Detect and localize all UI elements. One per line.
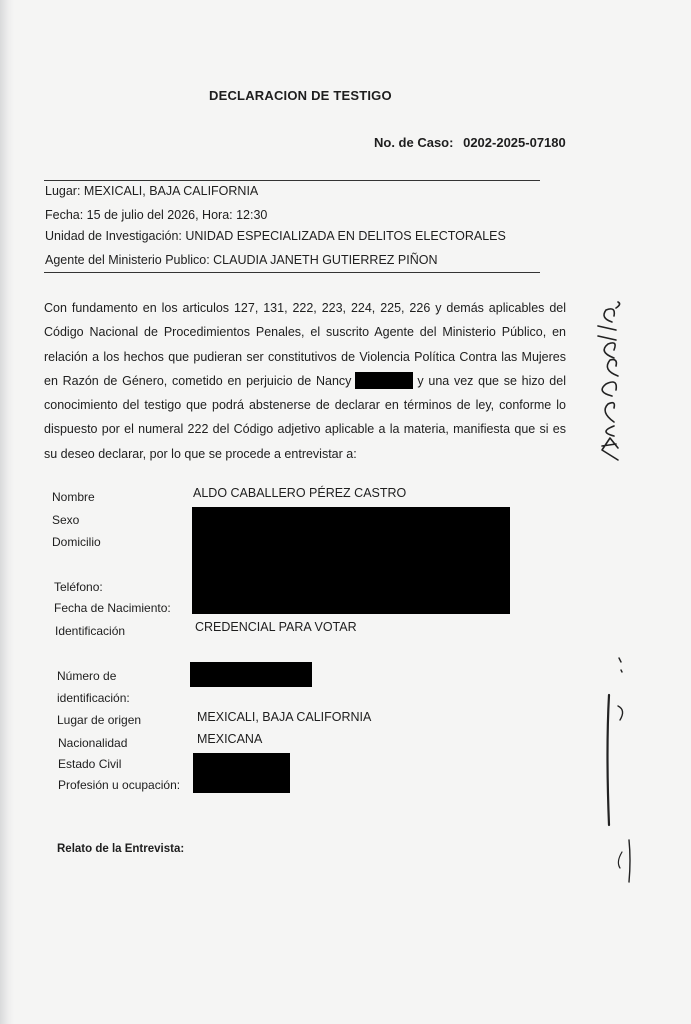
- domicilio-label: Domicilio: [52, 535, 101, 549]
- sexo-label: Sexo: [52, 513, 80, 527]
- margin-signature-mark: [596, 650, 636, 890]
- nacimiento-label: Fecha de Nacimiento:: [54, 601, 171, 615]
- relato-label: Relato de la Entrevista:: [57, 843, 185, 855]
- redacted-surname: [355, 372, 413, 389]
- profesion-label: Profesión u ocupación:: [58, 778, 181, 792]
- fecha-line: Fecha: 15 de julio del 2026, Hora: 12:30: [45, 208, 268, 222]
- document-title: DECLARACION DE TESTIGO: [209, 88, 392, 103]
- numero-label-1: Número de: [57, 669, 117, 683]
- lugar-line: Lugar: MEXICALI, BAJA CALIFORNIA: [45, 184, 259, 198]
- header-bottom-rule: [44, 272, 540, 273]
- paragraph-part-1: Con fundamento en los articulos 127, 131, 222, 223, 224, 225, 226 y demás aplicables del Código Nacional de Procedimientos Penales, el suscrito Agente del Ministerio Público, en relación a los hechos que pudieran ser constitutivos de Violencia Política Contra las Mujeres en Razón de Género, cometido en perjuicio de Nancy: [44, 301, 566, 388]
- nombre-value: ALDO CABALLERO PÉREZ CASTRO: [193, 486, 407, 500]
- redacted-civil-status: [193, 753, 290, 793]
- case-value: 0202-2025-07180: [463, 135, 566, 150]
- redacted-id-number: [190, 662, 312, 687]
- identificacion-label: Identificación: [55, 624, 126, 638]
- case-label: No. de Caso:: [374, 135, 454, 150]
- identificacion-value: CREDENCIAL PARA VOTAR: [195, 620, 357, 634]
- paragraph-part-2: y una vez que se hizo del conocimiento del testigo que podrá abstenerse de declarar en términos de ley, conforme lo dispuesto por el numeral 222 del Código adjetivo aplicable a la materia, manifiesta que si es su deseo declarar, por lo que se procede a entrevistar a:: [44, 373, 566, 461]
- agente-line: Agente del Ministerio Publico: CLAUDIA JANETH GUTIERREZ PIÑON: [45, 253, 438, 267]
- unidad-line: Unidad de Investigación: UNIDAD ESPECIALIZADA EN DELITOS ELECTORALES: [45, 229, 506, 243]
- redacted-personal-data: [192, 507, 510, 614]
- nacionalidad-label: Nacionalidad: [58, 736, 128, 750]
- estado-civil-label: Estado Civil: [58, 757, 122, 771]
- nombre-label: Nombre: [52, 490, 95, 504]
- origen-value: MEXICALI, BAJA CALIFORNIA: [197, 710, 372, 724]
- handwritten-signature: [588, 300, 638, 470]
- page-edge: [0, 0, 14, 1024]
- legal-paragraph: [44, 296, 566, 466]
- case-number: [374, 135, 566, 150]
- origen-label: Lugar de origen: [57, 713, 142, 727]
- telefono-label: Teléfono:: [54, 580, 103, 594]
- numero-label-2: identificación:: [57, 691, 130, 705]
- nacionalidad-value: MEXICANA: [197, 732, 263, 746]
- header-top-rule: [44, 180, 540, 181]
